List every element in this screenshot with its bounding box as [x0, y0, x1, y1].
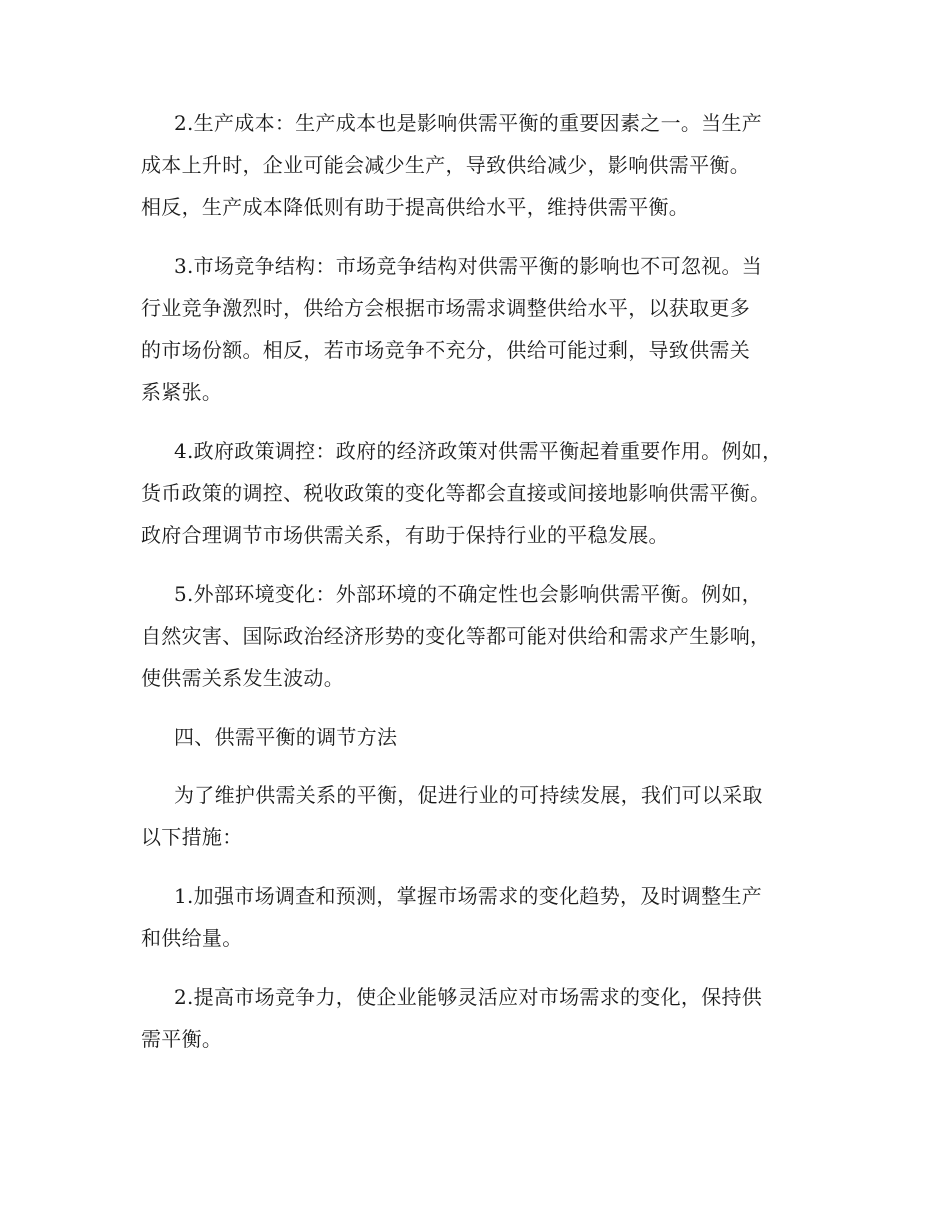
paragraph-measures-intro-line-1: 为了维护供需关系的平衡，促进行业的可持续发展，我们可以采取 — [174, 783, 763, 807]
paragraph-external-environment-line-1: 5.外部环境变化：外部环境的不确定性也会影响供需平衡。例如， — [174, 582, 763, 606]
list-item-2-line-2: 需平衡。 — [141, 1027, 223, 1051]
paragraph-market-competition-line-3: 的市场份额。相反，若市场竞争不充分，供给可能过剩，导致供需关 — [141, 338, 750, 362]
paragraph-market-competition-line-4: 系紧张。 — [141, 380, 223, 404]
paragraph-market-competition-line-2: 行业竞争激烈时，供给方会根据市场需求调整供给水平，以获取更多 — [141, 296, 750, 320]
paragraph-production-cost-line-3: 相反，生产成本降低则有助于提高供给水平，维持供需平衡。 — [141, 195, 690, 219]
section-heading-regulation-methods: 四、供需平衡的调节方法 — [174, 725, 398, 749]
paragraph-production-cost-line-2: 成本上升时，企业可能会减少生产，导致供给减少，影响供需平衡。 — [141, 153, 750, 177]
paragraph-external-environment-line-3: 使供需关系发生波动。 — [141, 666, 344, 690]
list-item-1-line-1: 1.加强市场调查和预测，掌握市场需求的变化趋势，及时调整生产 — [174, 884, 763, 908]
paragraph-external-environment-line-2: 自然灾害、国际政治经济形势的变化等都可能对供给和需求产生影响， — [141, 624, 771, 648]
list-item-2-line-1: 2.提高市场竞争力，使企业能够灵活应对市场需求的变化，保持供 — [174, 985, 763, 1009]
paragraph-market-competition-line-1: 3.市场竞争结构：市场竞争结构对供需平衡的影响也不可忽视。当 — [174, 254, 763, 278]
paragraph-government-policy-line-3: 政府合理调节市场供需关系，有助于保持行业的平稳发展。 — [141, 523, 669, 547]
paragraph-government-policy-line-1: 4.政府政策调控：政府的经济政策对供需平衡起着重要作用。例如， — [174, 439, 783, 463]
paragraph-government-policy-line-2: 货币政策的调控、税收政策的变化等都会直接或间接地影响供需平衡。 — [141, 481, 771, 505]
list-item-1-line-2: 和供给量。 — [141, 926, 243, 950]
paragraph-production-cost-line-1: 2.生产成本：生产成本也是影响供需平衡的重要因素之一。当生产 — [174, 111, 763, 135]
paragraph-measures-intro-line-2: 以下措施： — [141, 825, 243, 849]
